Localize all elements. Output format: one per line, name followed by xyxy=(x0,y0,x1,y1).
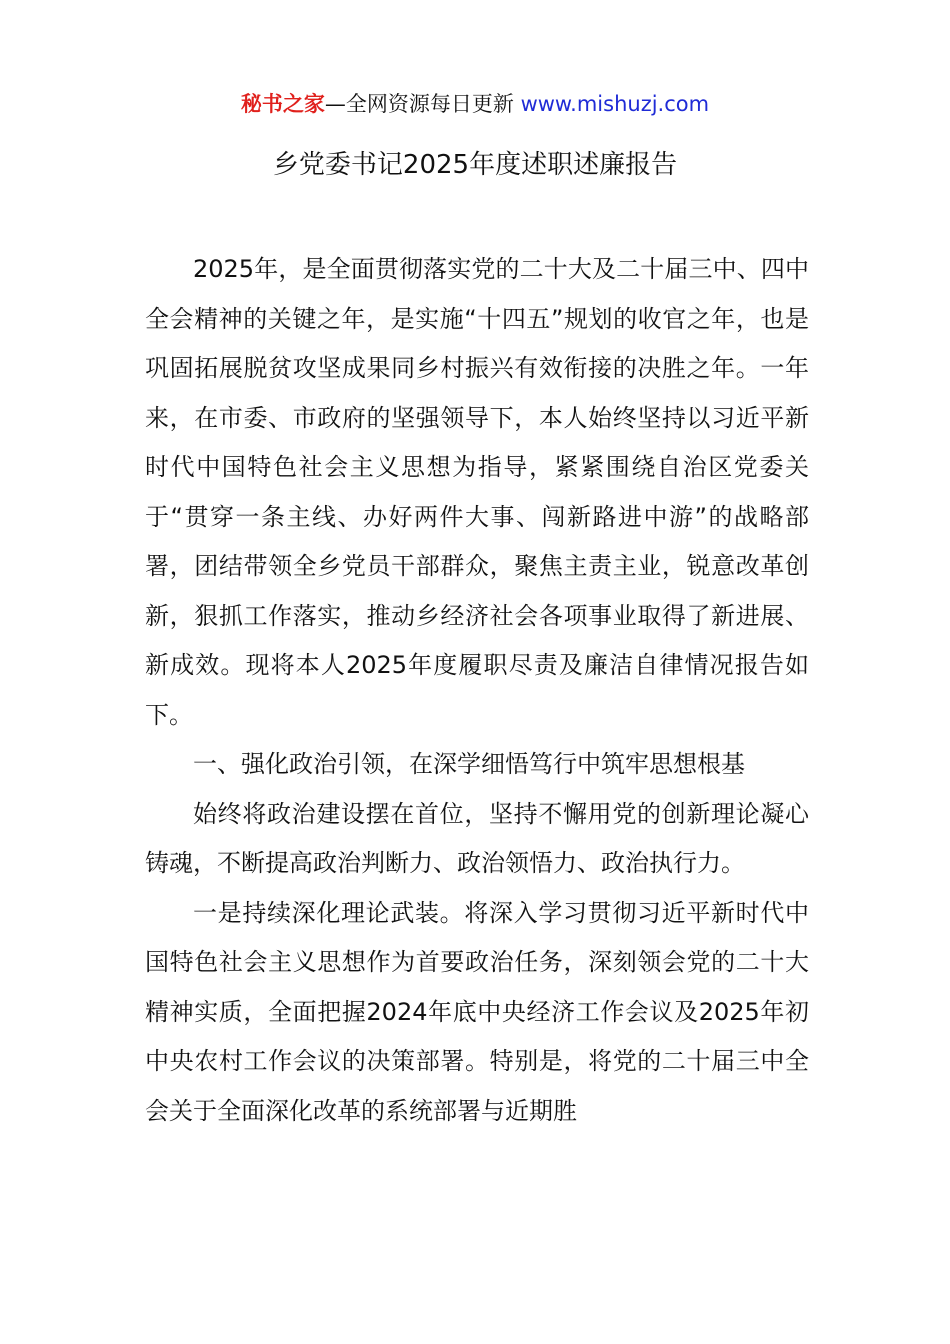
site-url-link[interactable]: www.mishuzj.com xyxy=(520,92,710,116)
paragraph-section-1-item-1: 一是持续深化理论武装。将深入学习贯彻习近平新时代中国特色社会主义思想作为首要政治任务，深刻领会党的二十大精神实质，全面把握2024年底中央经济工作会议及2025年初中央农村工作会议的决策部署。特别是，将党的二十届三中全会关于全面深化改革的系统部署与近期胜 xyxy=(145,898,809,1125)
paragraph-intro: 2025年，是全面贯彻落实党的二十大及二十届三中、四中全会精神的关键之年，是实施“十四五”规划的收官之年，也是巩固拓展脱贫攻坚成果同乡村振兴有效衔接的决胜之年。一年来，在市委、市政府的坚强领导下，本人始终坚持以习近平新时代中国特色社会主义思想为指导，紧紧围绕自治区党委关于“贯穿一条主线、办好两件大事、闯新路进中游”的战略部署，团结带领全乡党员干部群众，聚焦主责主业，锐意改革创新，狠抓工作落实，推动乡经济社会各项事业取得了新进展、新成效。现将本人2025年度履职尽责及廉洁自律情况报告如下。 xyxy=(145,255,809,729)
site-header xyxy=(0,88,950,120)
document-body xyxy=(145,245,809,1136)
site-name: 秘书之家 xyxy=(240,92,325,116)
section-heading-1: 一、强化政治引领，在深学细悟笃行中筑牢思想根基 xyxy=(193,750,745,778)
document-title: 乡党委书记2025年度述职述廉报告 xyxy=(272,150,678,180)
paragraph-section-1-intro: 始终将政治建设摆在首位，坚持不懈用党的创新理论凝心铸魂，不断提高政治判断力、政治领悟力、政治执行力。 xyxy=(145,799,809,877)
site-tagline: —全网资源每日更新 xyxy=(324,92,514,116)
